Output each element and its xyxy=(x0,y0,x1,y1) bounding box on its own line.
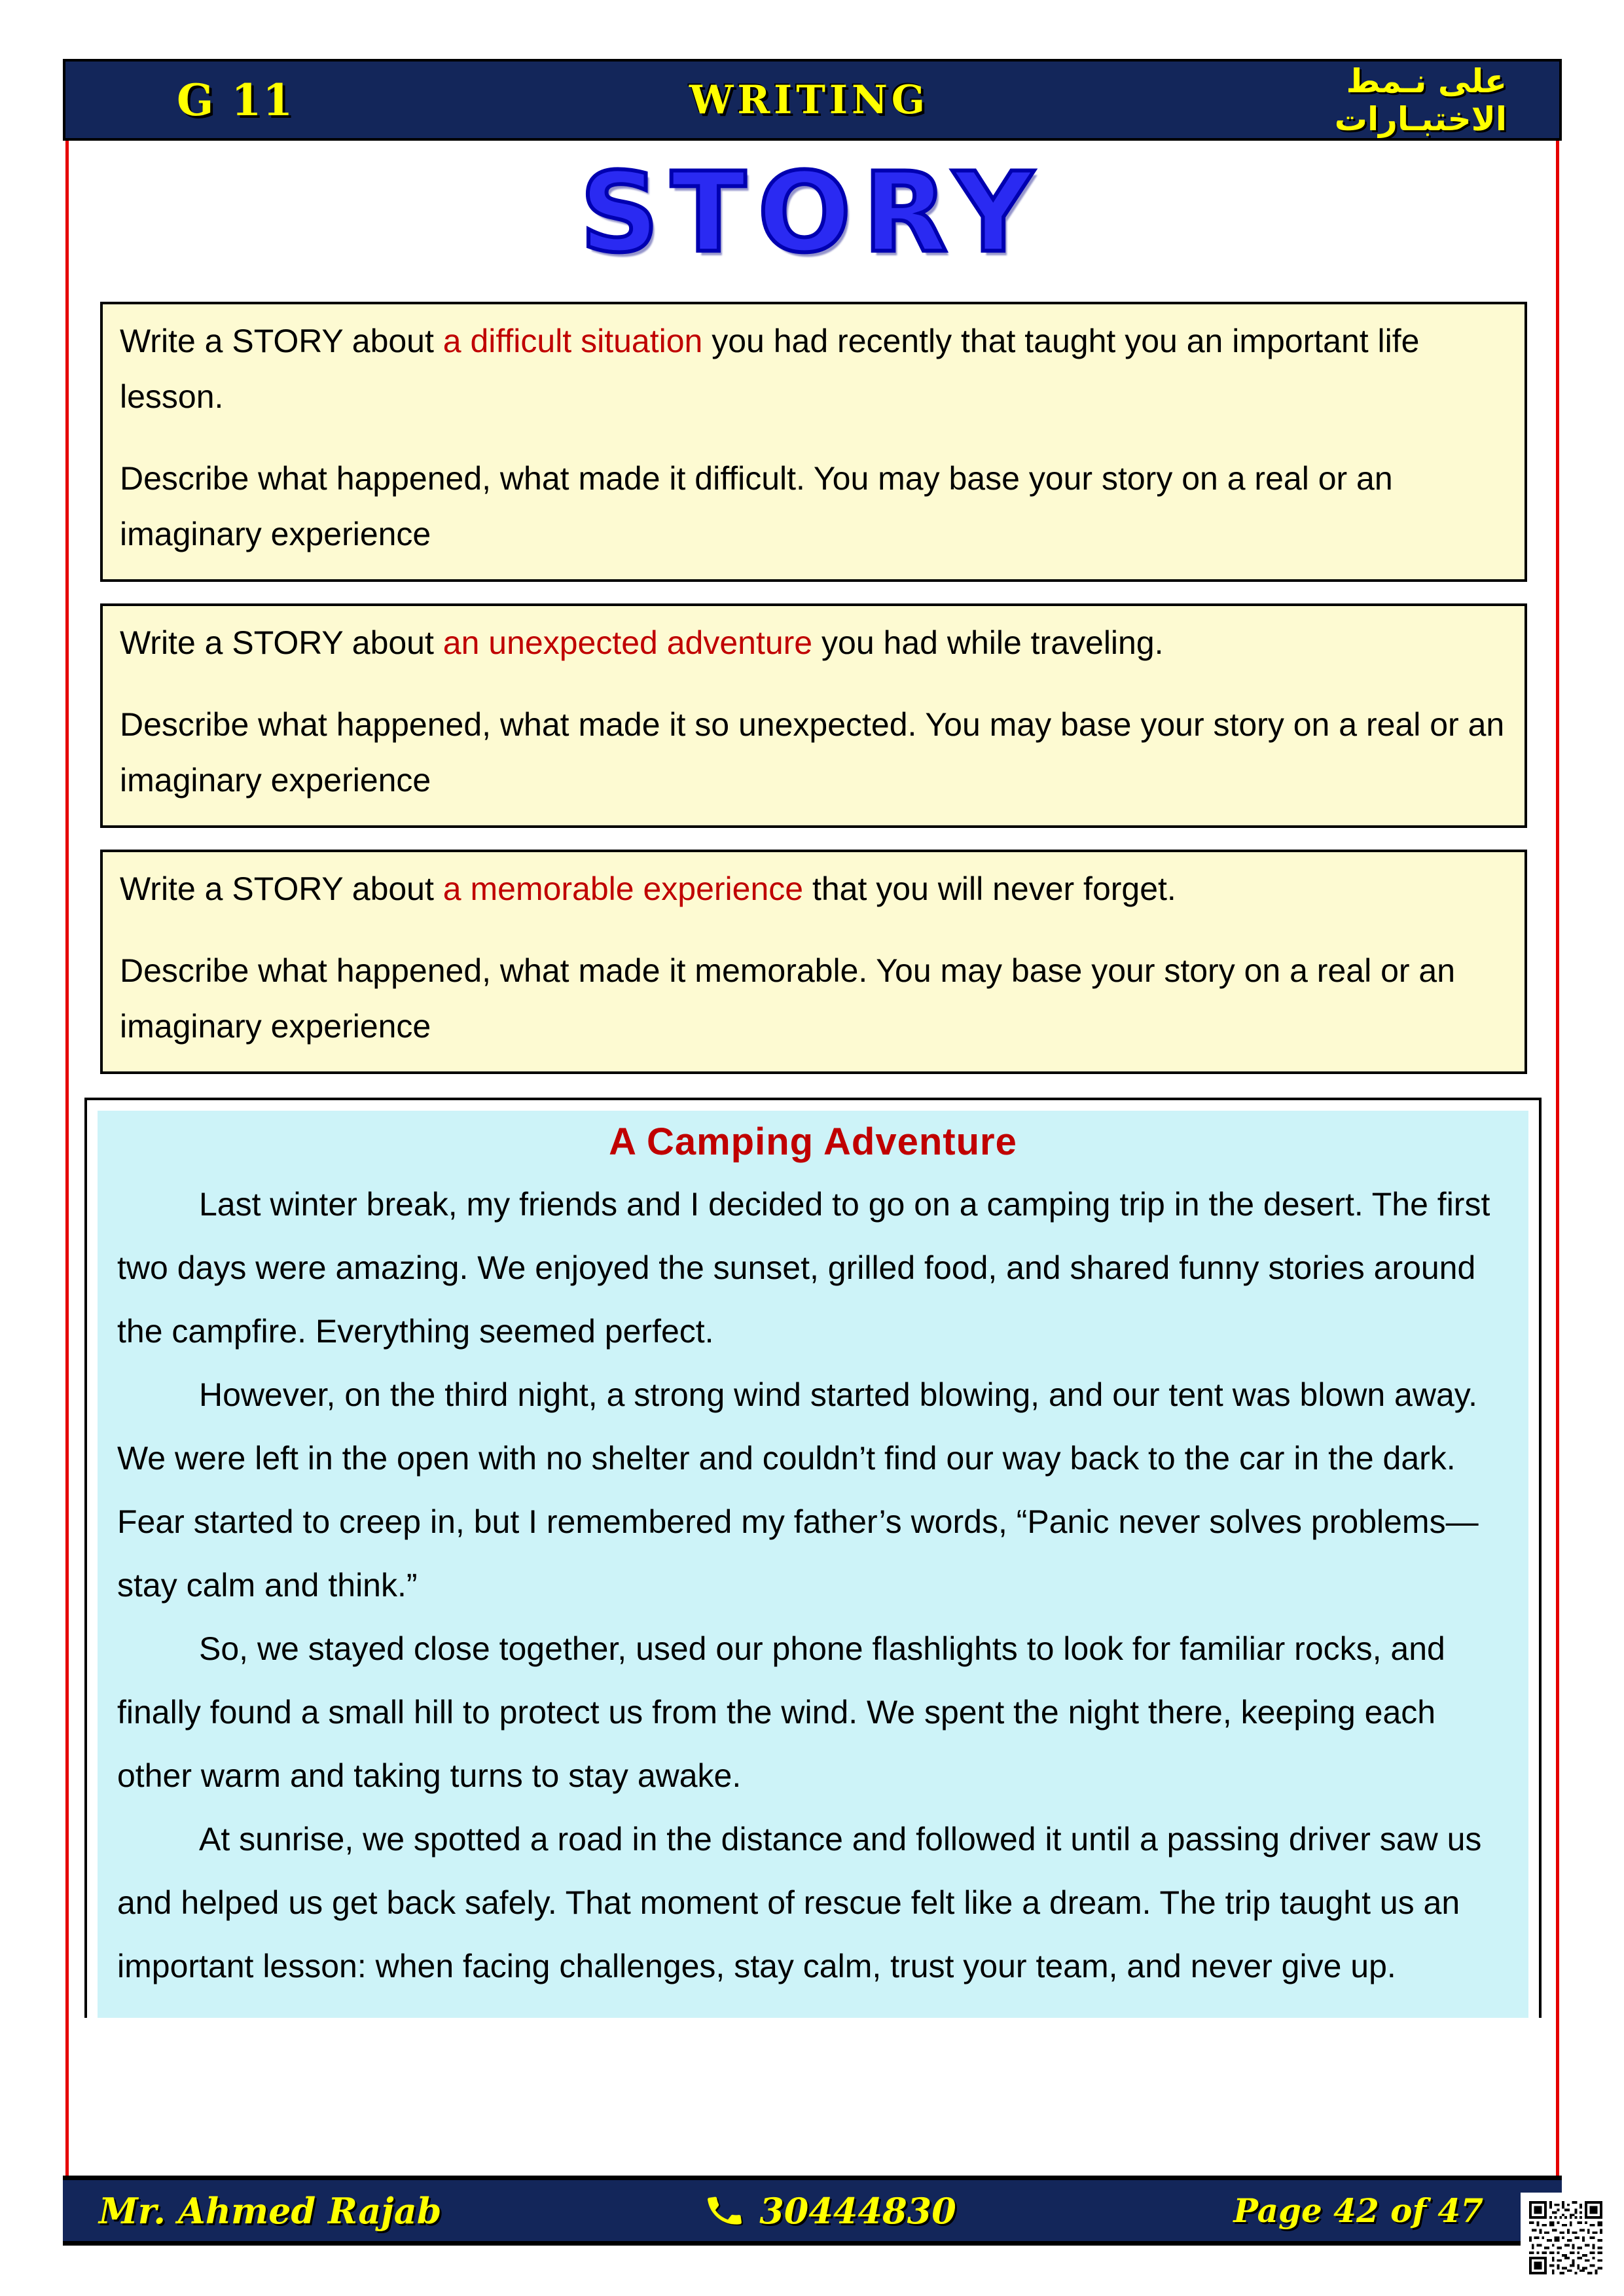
prompt-text xyxy=(120,314,1507,425)
prompt-text xyxy=(120,861,1507,917)
prompt-highlight: a memorable experience xyxy=(442,870,804,907)
prompt-describe: Describe what happened, what made it so unexpected. You may base your story on a real or an imaginary experience xyxy=(120,706,1505,798)
prompt-pre: Write a STORY about xyxy=(120,870,443,907)
prompt-box-3 xyxy=(100,850,1527,1074)
teacher-name: Mr. Ahmed Rajab xyxy=(99,2189,442,2232)
arabic-note: على نـمط الاختبـارات xyxy=(1334,62,1507,138)
story-box xyxy=(84,1098,1542,2018)
grade-label: G 11 xyxy=(177,74,295,126)
page-title: STORY xyxy=(579,149,1045,277)
phone-handset-icon xyxy=(702,2187,748,2233)
prompt-text xyxy=(120,615,1507,671)
prompt-post: that you will never forget. xyxy=(803,870,1176,907)
prompt-highlight: an unexpected adventure xyxy=(442,624,813,661)
prompt-describe: Describe what happened, what made it memorable. You may base your story on a real or an imaginary experience xyxy=(120,952,1456,1045)
prompt-pre: Write a STORY about xyxy=(120,624,443,661)
page-title-row xyxy=(69,150,1556,287)
qr-code xyxy=(1521,2193,1611,2283)
prompt-box-2 xyxy=(100,603,1527,828)
prompt-post: you had while traveling. xyxy=(812,624,1164,661)
page-indicator: Page 42 of 47 xyxy=(1233,2191,1483,2230)
header-bar xyxy=(63,59,1562,141)
prompt-highlight: a difficult situation xyxy=(442,323,703,359)
story-box-inner xyxy=(98,1111,1528,2018)
story-title: A Camping Adventure xyxy=(609,1121,1017,1163)
footer-bar xyxy=(63,2176,1562,2246)
subject-title: WRITING xyxy=(689,77,929,123)
prompt-describe: Describe what happened, what made it difficult. You may base your story on a real or an imaginary experience xyxy=(120,460,1393,552)
story-paragraph: However, on the third night, a strong wind started blowing, and our tent was blown away. We were left in the open with no shelter and couldn’t find our way back to the car in the dark. Fear started to creep in, but I remembered my father’s words, “Panic never solves problems—stay calm and think.” xyxy=(117,1376,1479,1604)
prompt-box-1 xyxy=(100,302,1527,582)
phone-number: 30444830 xyxy=(759,2189,956,2232)
story-paragraph: So, we stayed close together, used our phone flashlights to look for familiar rocks, and finally found a small hill to protect us from the wind. We spent the night there, keeping each other warm and taking turns to stay awake. xyxy=(117,1630,1445,1794)
story-paragraph: At sunrise, we spotted a road in the distance and followed it until a passing driver saw us and helped us get back safely. That moment of rescue felt like a dream. The trip taught us an important lesson: when facing challenges, stay calm, trust your team, and never give up. xyxy=(117,1821,1482,1984)
prompt-post: you had recently that taught you an important life lesson. xyxy=(120,323,1420,415)
phone-block xyxy=(518,2190,1143,2232)
page-frame xyxy=(65,141,1559,2176)
qr-code-image xyxy=(1529,2201,1602,2274)
prompt-pre: Write a STORY about xyxy=(120,323,443,359)
story-paragraph: Last winter break, my friends and I decided to go on a camping trip in the desert. The first two days were amazing. We enjoyed the sunset, grilled food, and shared funny stories around the campfire. Everything seemed perfect. xyxy=(117,1186,1490,1350)
